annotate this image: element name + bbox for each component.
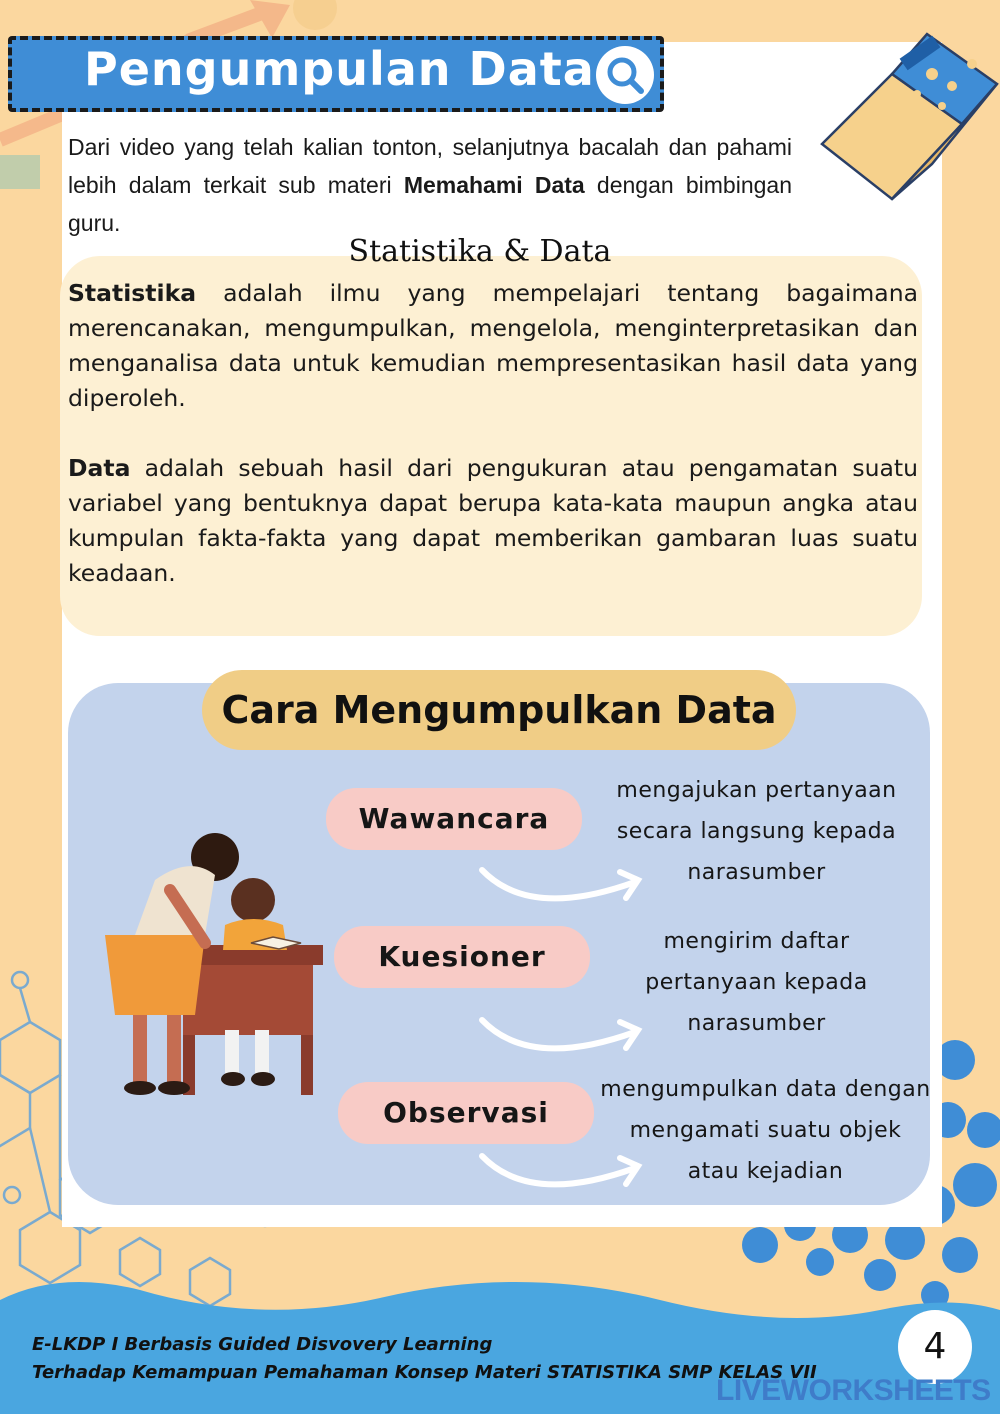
eraser-icon — [812, 14, 1000, 214]
data-definition — [68, 451, 918, 591]
intro-bold: Memahami Data — [403, 172, 585, 198]
statistika-term: Statistika — [68, 279, 197, 307]
data-text: adalah sebuah hasil dari pengukuran atau pengamatan suatu variabel yang bentuknya dapat berupa kata-kata maupun angka atau kumpulan fakta-fakta yang dapat memberikan gambaran luas suatu keadaan. — [68, 454, 918, 587]
curved-arrow-icon — [482, 1156, 635, 1184]
section-heading: Statistika & Data — [348, 234, 612, 269]
desc-line: mengajukan pertanyaan — [616, 778, 897, 803]
methods-title: Cara Mengumpulkan Data — [202, 670, 796, 750]
statistika-text: adalah ilmu yang mempelajari tentang bagaimana merencanakan, mengumpulkan, mengelola, menginterpretasikan dan menganalisa data untuk kemudian mempresentasikan hasil data yang diperoleh. — [68, 279, 918, 412]
desc-line: narasumber — [687, 860, 826, 885]
curved-arrow-icon — [482, 1020, 635, 1048]
intro-text-after: dengan bimbingan guru. — [68, 172, 792, 236]
desc-line: mengamati suatu objek — [629, 1118, 902, 1143]
page-number: 4 — [898, 1310, 972, 1384]
liveworksheets-watermark: LIVEWORKSHEETS — [716, 1374, 991, 1407]
footer-line-1: E-LKDP I Berbasis Guided Disvovery Learning — [32, 1334, 493, 1355]
desc-line: atau kejadian — [687, 1159, 844, 1184]
intro-text-before: Dari video yang telah kalian tonton, selanjutnya bacalah dan pahami lebih dalam terkait sub materi — [68, 134, 792, 198]
data-term: Data — [68, 454, 131, 482]
statistika-definition — [68, 276, 918, 416]
desc-line: secara langsung kepada — [616, 819, 897, 844]
desc-line: mengumpulkan data dengan — [600, 1077, 931, 1102]
arrow-decor — [470, 860, 670, 1200]
curved-arrow-icon — [482, 870, 635, 898]
search-icon — [596, 46, 654, 104]
method-kuesioner: Kuesioner — [334, 926, 590, 988]
decor-coin — [293, 0, 337, 30]
teacher-student-illustration — [95, 825, 330, 1100]
title-icon-badge — [596, 46, 654, 104]
method-wawancara: Wawancara — [326, 788, 582, 850]
footer-line-2: Terhadap Kemampuan Pemahaman Konsep Materi STATISTIKA SMP KELAS VII — [32, 1362, 817, 1383]
intro-paragraph — [68, 128, 792, 242]
desc-line: mengirim daftar — [663, 929, 850, 954]
page-title: Pengumpulan Data — [84, 42, 595, 96]
decor-block — [0, 155, 40, 189]
method-observasi: Observasi — [338, 1082, 594, 1144]
desc-line: pertanyaan kepada — [645, 970, 868, 995]
desc-line: narasumber — [687, 1011, 826, 1036]
